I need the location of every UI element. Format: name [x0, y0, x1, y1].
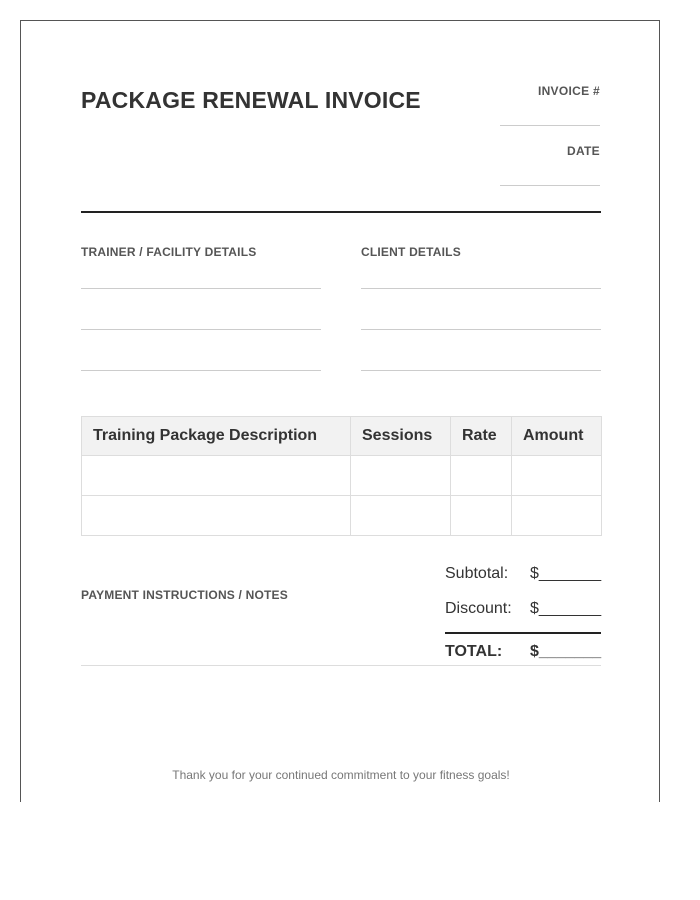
table-row — [82, 456, 602, 496]
amount-cell[interactable] — [512, 496, 602, 536]
line-items-table — [81, 416, 602, 536]
total-value[interactable]: $_______ — [530, 643, 602, 660]
rate-cell[interactable] — [451, 496, 512, 536]
table-row — [82, 496, 602, 536]
client-details-line[interactable] — [361, 329, 601, 330]
trainer-details-line[interactable] — [81, 370, 321, 371]
invoice-number-field[interactable] — [500, 125, 600, 126]
trainer-details-line[interactable] — [81, 329, 321, 330]
client-details-label: CLIENT DETAILS — [361, 245, 461, 259]
subtotal-value[interactable]: $_______ — [530, 565, 602, 582]
date-field[interactable] — [500, 185, 600, 186]
total-label: TOTAL: — [445, 643, 503, 660]
subtotal-label: Subtotal: — [445, 565, 509, 582]
client-details-line[interactable] — [361, 288, 601, 289]
invoice-title: PACKAGE RENEWAL INVOICE — [81, 87, 421, 113]
amount-cell[interactable] — [512, 456, 602, 496]
payment-notes-label: PAYMENT INSTRUCTIONS / NOTES — [81, 588, 288, 602]
discount-label: Discount: — [445, 600, 512, 617]
date-label: DATE — [567, 144, 600, 158]
amount-column-header: Amount — [512, 417, 602, 456]
invoice-number-label: INVOICE # — [537, 84, 600, 98]
total-divider — [445, 632, 601, 634]
description-cell[interactable] — [82, 496, 351, 536]
description-column-header: Training Package Description — [82, 417, 351, 456]
trainer-details-line[interactable] — [81, 288, 321, 289]
sessions-cell[interactable] — [351, 456, 451, 496]
sessions-cell[interactable] — [351, 496, 451, 536]
header-divider — [81, 211, 601, 213]
discount-value[interactable]: $_______ — [530, 600, 602, 617]
client-details-line[interactable] — [361, 370, 601, 371]
rate-cell[interactable] — [451, 456, 512, 496]
rate-column-header: Rate — [451, 417, 512, 456]
invoice-page — [20, 20, 660, 802]
notes-line[interactable] — [81, 665, 601, 666]
sessions-column-header: Sessions — [351, 417, 451, 456]
table-header-row — [82, 417, 602, 456]
trainer-details-label: TRAINER / FACILITY DETAILS — [81, 245, 257, 259]
footer-message: Thank you for your continued commitment to your fitness goals! — [172, 768, 510, 782]
description-cell[interactable] — [82, 456, 351, 496]
